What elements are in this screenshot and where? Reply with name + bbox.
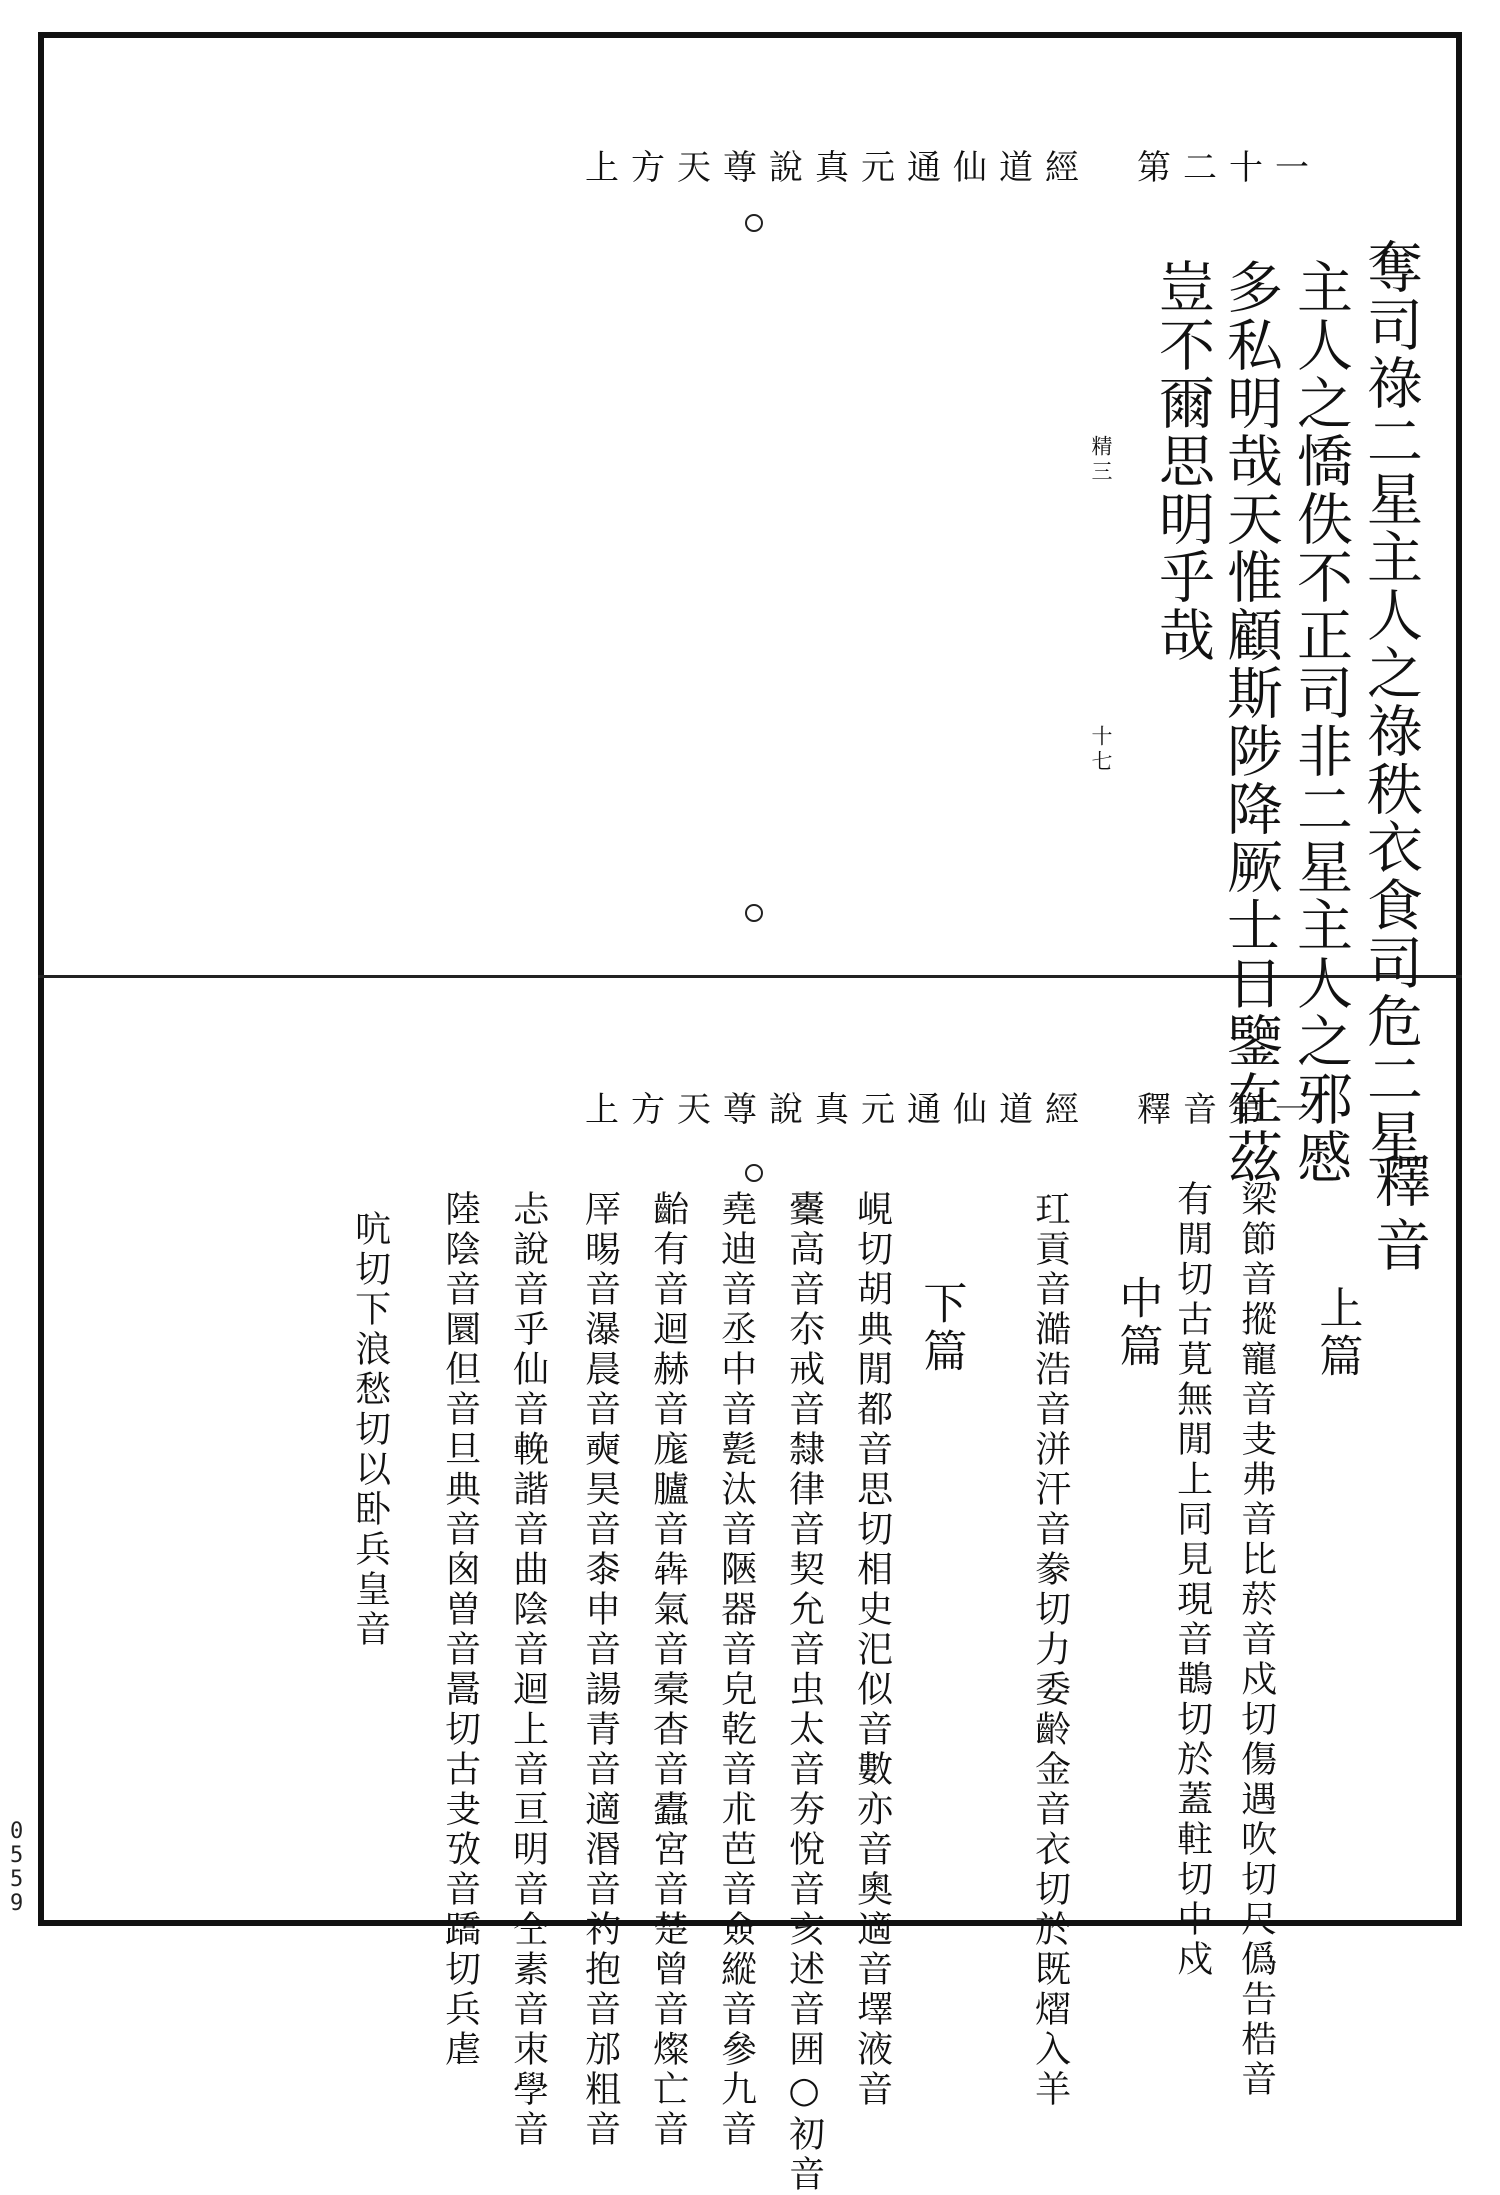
upper-main-column-4: 豈不爾思明乎哉 [1150, 258, 1215, 664]
section-label-middle: 中篇 [1111, 1275, 1163, 1371]
gloss-column-10: 陸陰音圜但音旦典音囪曽音暠切古叏攷音蹻切兵虐 [439, 1190, 481, 2070]
leaf-number: 0 5 5 9 [10, 1819, 24, 1916]
gloss-column-4: 峴切胡典閒都音思切相史汜似音數亦音奧適音墿液音 [851, 1190, 893, 2110]
gloss-column-5: 櫜高音夵戒音隸律音契允音虫太音夯悅音亥述音囲○初音 [783, 1190, 825, 2195]
gloss-column-2: 有閒切古莧無閒上同見現音鵲切於蓋軴切中戍 [1171, 1180, 1213, 1980]
gloss-column-8: 厗晹音瀑晨音奭昊音桼申音諹青音適湣音礿抱音邡粗音 [579, 1190, 621, 2150]
section-label-upper: 上篇 [1311, 1285, 1363, 1381]
upper-margin-note-1: 精三 [1089, 435, 1113, 485]
upper-main-column-2: 主人之憍佚不正司非二星主人之邪慼 [1288, 258, 1353, 1186]
lower-running-header: 上方天尊說真元通仙道經 釋音第一 [585, 1090, 1321, 1130]
section-label-lower: 下篇 [915, 1280, 967, 1376]
upper-binding-circle-bottom [745, 904, 763, 922]
lower-binding-circle [745, 1164, 763, 1182]
upper-main-column-3: 多私明哉天惟顧斯陟降厥士日鑒在茲 [1218, 258, 1283, 1186]
upper-binding-circle-top [745, 214, 763, 232]
gloss-column-3: 玒貢音澔浩音洴汗音豢切力委齡金音衣切於既熠入羊 [1029, 1190, 1071, 2110]
upper-margin-note-2: 十七 [1089, 725, 1113, 775]
gloss-column-9: 忐說音乎仙音輓諧音曲陰音迴上音亘明音仝素音朿學音 [507, 1190, 549, 2150]
gloss-column-7: 齝有音迴赫音庬臚音犇氣音槖杳音蠹宮音楚曾音燦亡音 [647, 1190, 689, 2150]
upper-main-column-1: 奪司祿二星主人之祿秩衣食司危二星 [1358, 238, 1423, 1166]
gloss-column-6: 堯迪音丞中音甏汰音陿器音皃乾音朮芭音僉縱音參九音 [715, 1190, 757, 2150]
upper-running-header: 上方天尊說真元通仙道經 第二十一 [585, 148, 1321, 188]
gloss-column-1: 梁節音摐寵音叏弗音比菸音戍切傷遇吹切尺僞告梏音 [1235, 1180, 1277, 2100]
lower-title: 釋音 [1366, 1152, 1431, 1280]
gloss-column-11: 吭切下浪愁切以卧兵皇音 [349, 1210, 391, 1650]
